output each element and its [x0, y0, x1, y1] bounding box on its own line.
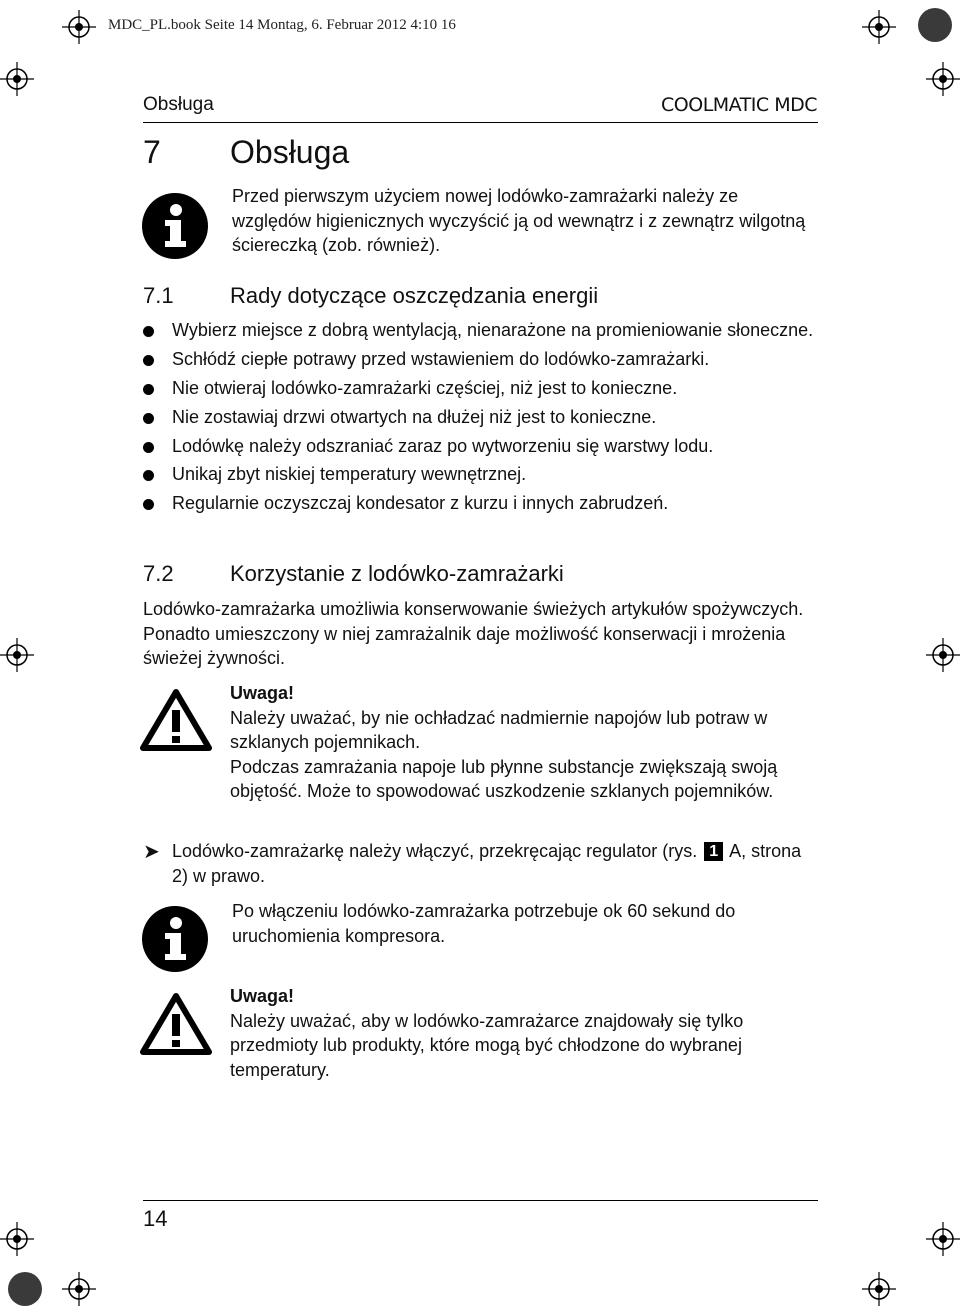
running-header-product: COOLMATIC MDC — [661, 94, 817, 116]
warning-title: Uwaga! — [230, 986, 295, 1006]
section-body: Lodówko-zamrażarka umożliwia konserwowanie świeżych artykułów spożywczych. Ponadto umieszczony w niej zamrażalnik daje możliwość konserwacji i mrożenia świeżej żywności. — [143, 599, 804, 668]
corner-disc-icon — [8, 1272, 42, 1306]
footer-rule — [143, 1200, 818, 1201]
list-item-text: Regularnie oczyszczaj kondesator z kurzu i innych zabrudzeń. — [172, 493, 669, 514]
info-note: Po włączeniu lodówko-zamrażarka potrzebuje ok 60 sekund do uruchomienia kompresora. — [232, 901, 736, 946]
list-item-text: Unikaj zbyt niskiej temperatury wewnętrznej. — [172, 464, 527, 485]
list-item — [143, 491, 823, 516]
section-title: Rady dotyczące oszczędzania energii — [230, 283, 599, 308]
warning-block — [230, 984, 825, 1082]
chapter-heading — [143, 134, 349, 171]
bullet-icon — [143, 499, 154, 510]
registration-mark-icon — [926, 62, 960, 96]
step-instruction — [172, 839, 822, 888]
page-number: 14 — [143, 1206, 168, 1231]
bullet-icon — [143, 413, 154, 424]
warning-text: Podczas zamrażania napoje lub płynne substancje zwiększają swoją objętość. Może to spowodować uszkodzenie szklanych pojemników. — [230, 756, 778, 801]
header-rule — [143, 122, 818, 123]
warning-text: Należy uważać, by nie ochładzać nadmiernie napojów lub potraw w szklanych pojemnikach. — [230, 707, 768, 752]
section-heading-7-2 — [143, 561, 564, 587]
list-item — [143, 462, 823, 487]
chapter-number: 7 — [143, 134, 161, 170]
section-number: 7.1 — [143, 283, 174, 308]
info-icon — [141, 192, 209, 260]
list-item — [143, 434, 823, 459]
step-arrow-icon: ➤ — [143, 841, 160, 863]
bullet-icon — [143, 384, 154, 395]
figure-ref-badge: 1 — [704, 842, 723, 861]
registration-mark-icon — [862, 10, 896, 44]
corner-disc-icon — [918, 8, 952, 42]
intro-note: Przed pierwszym użyciem nowej lodówko-zamrażarki należy ze względów higienicznych wyczyścić ją od wewnątrz i z zewnątrz wilgotną ściereczką (zob. również). — [232, 186, 806, 255]
step-text: A, strona 2) w prawo. — [172, 841, 802, 886]
list-item — [143, 347, 823, 372]
bullet-icon — [143, 326, 154, 337]
section-title: Korzystanie z lodówko-zamrażarki — [230, 561, 564, 586]
registration-mark-icon — [926, 638, 960, 672]
warning-block — [230, 681, 825, 804]
registration-mark-icon — [0, 638, 34, 672]
list-item-text: Nie zostawiaj drzwi otwartych na dłużej niż jest to konieczne. — [172, 406, 657, 427]
running-header-section: Obsługa — [143, 94, 214, 115]
chapter-title: Obsługa — [230, 134, 350, 170]
warning-text: Należy uważać, aby w lodówko-zamrażarce znajdowały się tylko przedmioty lub produkty, które mogą być chłodzone do wybranej temperatury. — [230, 1010, 744, 1080]
registration-mark-icon — [862, 1272, 896, 1306]
registration-mark-icon — [0, 62, 34, 96]
warning-icon — [140, 688, 212, 752]
bullet-icon — [143, 470, 154, 481]
list-item-text: Lodówkę należy odszraniać zaraz po wytworzeniu się warstwy lodu. — [172, 435, 714, 456]
registration-mark-icon — [62, 10, 96, 44]
list-item — [143, 405, 823, 430]
warning-title: Uwaga! — [230, 683, 295, 703]
registration-mark-icon — [0, 1222, 34, 1256]
list-item-text: Schłódź ciepłe potrawy przed wstawieniem do lodówko-zamrażarki. — [172, 348, 710, 369]
bullet-icon — [143, 442, 154, 453]
registration-mark-icon — [926, 1222, 960, 1256]
info-icon — [141, 905, 209, 973]
registration-mark-icon — [62, 1272, 96, 1306]
bullet-icon — [143, 355, 154, 366]
print-header: MDC_PL.book Seite 14 Montag, 6. Februar 2012 4:10 16 — [108, 17, 456, 33]
section-heading-7-1 — [143, 283, 598, 309]
list-item — [143, 376, 823, 401]
warning-icon — [140, 992, 212, 1056]
step-text: Lodówko-zamrażarkę należy włączyć, przekręcając regulator (rys. — [172, 841, 698, 861]
list-item-text: Wybierz miejsce z dobrą wentylacją, nienarażone na promieniowanie słoneczne. — [172, 320, 814, 340]
list-item — [143, 318, 823, 343]
list-item-text: Nie otwieraj lodówko-zamrażarki częściej, niż jest to konieczne. — [172, 377, 678, 398]
energy-tips-list — [143, 318, 823, 520]
section-number: 7.2 — [143, 561, 174, 586]
